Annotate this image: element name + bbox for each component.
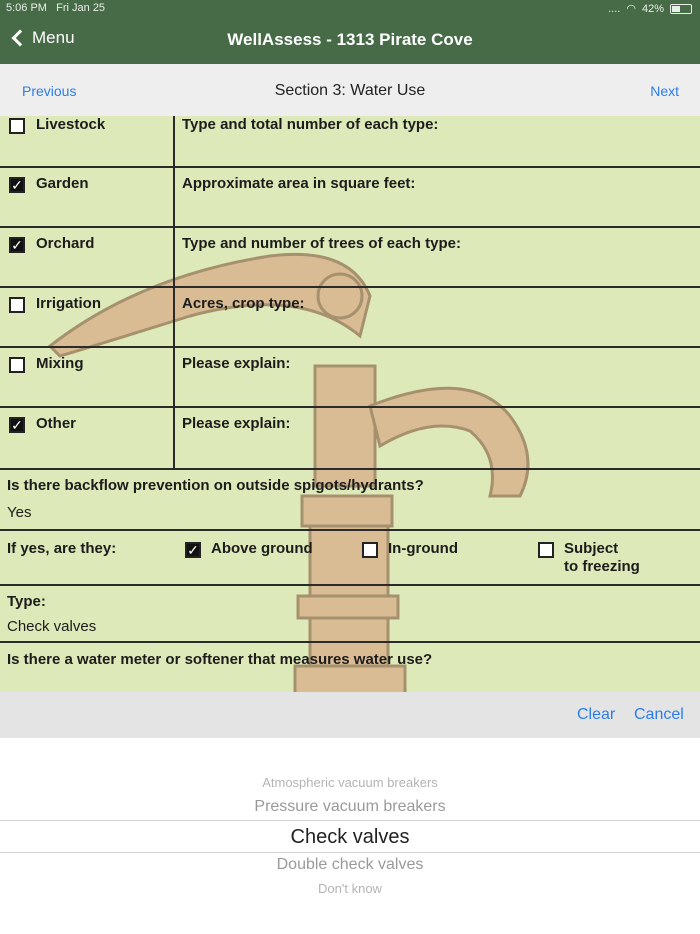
water-use-cell — [0, 228, 175, 286]
signal-icon: .... — [608, 2, 621, 15]
water-use-label: Mixing — [36, 355, 84, 372]
section-header — [0, 64, 700, 116]
type-field-row[interactable] — [0, 586, 700, 643]
type-label: Type: — [7, 593, 46, 610]
picker-option[interactable]: Don't know — [318, 881, 382, 896]
status-bar — [0, 0, 700, 18]
picker-option[interactable]: Pressure vacuum breakers — [254, 798, 446, 815]
checkbox-checked[interactable]: ✓ — [9, 237, 25, 253]
backflow-option-label: In-ground — [388, 540, 458, 557]
water-use-cell — [0, 116, 175, 166]
chevron-left-icon — [12, 30, 29, 47]
cancel-button[interactable]: Cancel — [634, 706, 684, 723]
nav-title: WellAssess - 1313 Pirate Cove — [227, 30, 473, 49]
water-use-cell — [0, 288, 175, 346]
water-use-question[interactable]: Approximate area in square feet: — [182, 175, 416, 192]
type-value[interactable]: Check valves — [7, 618, 97, 635]
backflow-type-row — [0, 531, 700, 586]
picker-selection-top — [0, 820, 700, 821]
water-use-label: Livestock — [36, 116, 106, 133]
water-use-row — [0, 408, 700, 470]
checkbox-unchecked[interactable] — [9, 297, 25, 313]
water-use-label: Irrigation — [36, 295, 102, 312]
water-use-form — [0, 116, 700, 692]
water-use-question[interactable]: Please explain: — [182, 415, 291, 432]
checkbox-unchecked[interactable] — [9, 357, 25, 373]
backflow-type-label: If yes, are they: — [7, 540, 117, 557]
backflow-option-label: Above ground — [211, 540, 313, 557]
previous-button[interactable]: Previous — [22, 83, 77, 99]
type-picker-wheel[interactable] — [0, 738, 700, 934]
water-use-question[interactable]: Acres, crop type: — [182, 295, 305, 312]
section-title: Section 3: Water Use — [274, 82, 426, 99]
menu-label: Menu — [32, 28, 75, 47]
water-use-question[interactable]: Type and number of trees of each type: — [182, 235, 461, 252]
checkbox-checked[interactable]: ✓ — [9, 177, 25, 193]
water-use-row — [0, 116, 700, 168]
water-use-row — [0, 348, 700, 408]
menu-back-button[interactable] — [10, 28, 75, 48]
backflow-option-label: Subject to freezing — [564, 540, 640, 575]
water-use-label: Garden — [36, 175, 89, 192]
water-use-cell — [0, 348, 175, 406]
backflow-answer[interactable]: Yes — [7, 504, 32, 521]
water-use-label: Other — [36, 415, 77, 432]
backflow-question-row[interactable] — [0, 470, 700, 531]
water-use-question[interactable]: Please explain: — [182, 355, 291, 372]
meter-question: Is there a water meter or softener that measures water use? — [7, 651, 433, 668]
status-time: 5:06 PM Fri Jan 25 — [6, 2, 106, 14]
water-use-row — [0, 168, 700, 228]
picker-selection-bottom — [0, 852, 700, 853]
backflow-question: Is there backflow prevention on outside spigots/hydrants? — [7, 477, 424, 494]
meter-question-row[interactable] — [0, 643, 700, 692]
clear-button[interactable]: Clear — [577, 706, 616, 723]
picker-option[interactable]: Double check valves — [276, 856, 424, 873]
water-use-cell — [0, 168, 175, 226]
picker-toolbar — [0, 692, 700, 738]
water-use-row — [0, 228, 700, 288]
picker-option-selected[interactable]: Check valves — [290, 826, 410, 848]
navigation-bar — [0, 0, 700, 64]
checkbox-unchecked[interactable] — [538, 542, 554, 558]
checkbox-unchecked[interactable] — [9, 118, 25, 134]
status-right — [608, 2, 692, 15]
water-use-row — [0, 288, 700, 348]
battery-icon — [670, 4, 692, 14]
checkbox-unchecked[interactable] — [362, 542, 378, 558]
next-button[interactable]: Next — [650, 83, 679, 99]
battery-percent: 42% — [641, 2, 664, 15]
wifi-icon: ◠ — [626, 3, 636, 15]
checkbox-checked[interactable]: ✓ — [9, 417, 25, 433]
water-use-cell — [0, 408, 175, 468]
picker-option[interactable]: Atmospheric vacuum breakers — [262, 775, 438, 790]
water-use-question[interactable]: Type and total number of each type: — [182, 116, 439, 133]
checkbox-checked[interactable]: ✓ — [185, 542, 201, 558]
water-use-label: Orchard — [36, 235, 95, 252]
